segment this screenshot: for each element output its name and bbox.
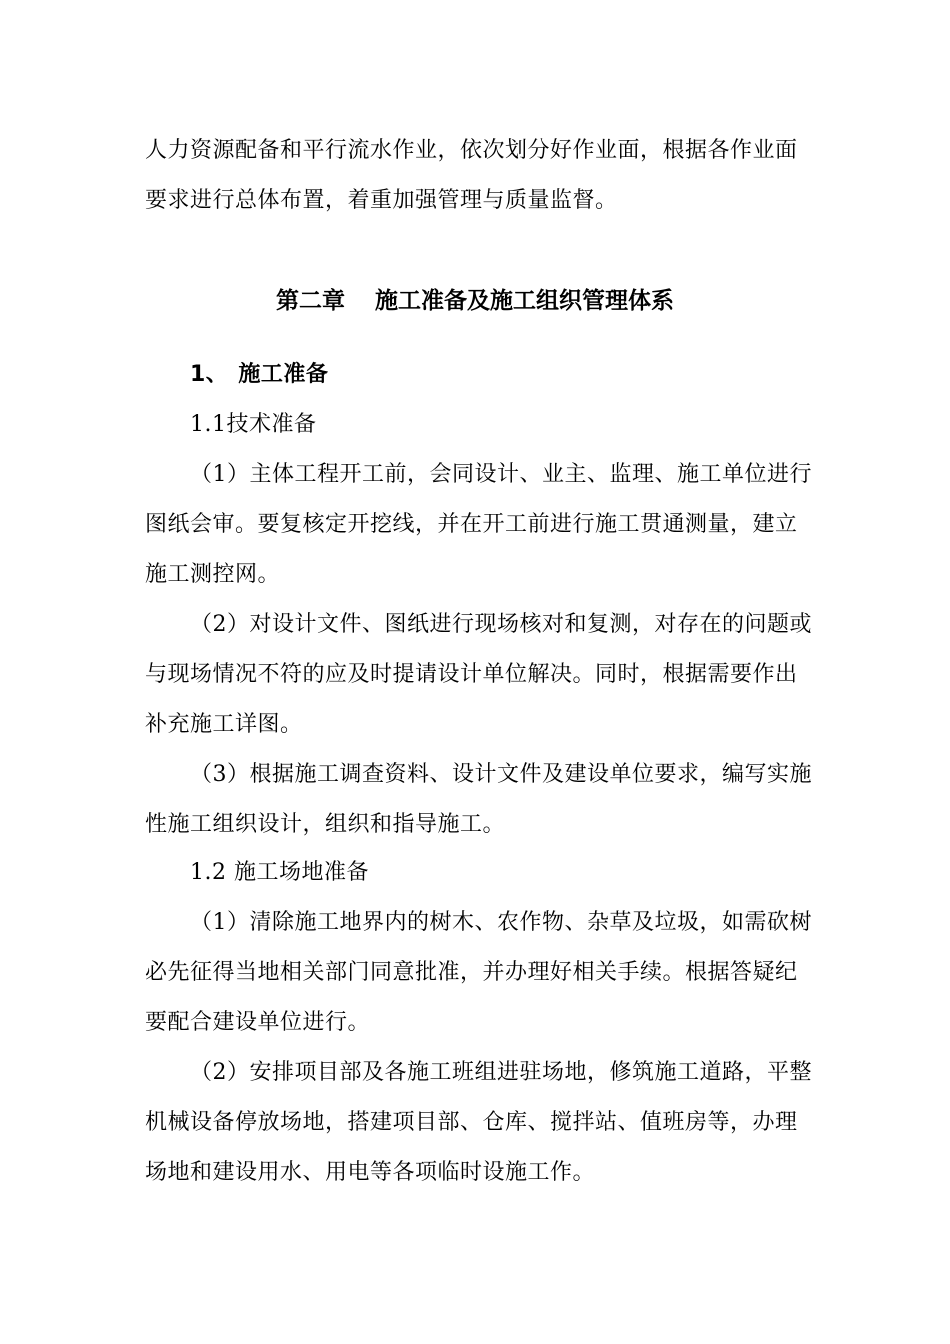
chapter-title-text: 施工准备及施工组织管理体系 xyxy=(375,288,674,314)
subsection-heading-1-2: 1.2 施工场地准备 xyxy=(190,860,369,885)
paragraph-line: 补充施工详图。 xyxy=(145,712,303,737)
section-title: 施工准备 xyxy=(238,362,329,387)
section-number: 1、 xyxy=(190,362,229,387)
section-heading xyxy=(190,360,328,390)
paragraph-line: （1）清除施工地界内的树木、农作物、杂草及垃圾，如需砍树 xyxy=(190,910,812,935)
chapter-number: 第二章 xyxy=(276,288,345,314)
paragraph-line: （1）主体工程开工前，会同设计、业主、监理、施工单位进行 xyxy=(190,462,812,487)
paragraph-line: 场地和建设用水、用电等各项临时设施工作。 xyxy=(145,1160,596,1185)
paragraph-line: 施工测控网。 xyxy=(145,562,281,587)
paragraph-line: 性施工组织设计，组织和指导施工。 xyxy=(145,812,506,837)
subsection-heading-1-1: 1.1技术准备 xyxy=(190,412,317,437)
paragraph-line: 图纸会审。要复核定开挖线，并在开工前进行施工贯通测量，建立 xyxy=(145,512,798,537)
paragraph-line: 机械设备停放场地，搭建项目部、仓库、搅拌站、值班房等，办理 xyxy=(145,1110,798,1135)
intro-line-2: 要求进行总体布置，着重加强管理与质量监督。 xyxy=(145,188,618,213)
paragraph-line: （3）根据施工调查资料、设计文件及建设单位要求，编写实施 xyxy=(190,762,812,787)
paragraph-line: 要配合建设单位进行。 xyxy=(145,1010,371,1035)
paragraph-line: （2）安排项目部及各施工班组进驻场地，修筑施工道路，平整 xyxy=(190,1060,812,1085)
paragraph-line: 与现场情况不符的应及时提请设计单位解决。同时，根据需要作出 xyxy=(145,662,798,687)
paragraph-line: （2）对设计文件、图纸进行现场核对和复测，对存在的问题或 xyxy=(190,612,812,637)
intro-line-1: 人力资源配备和平行流水作业，依次划分好作业面，根据各作业面 xyxy=(145,138,798,163)
chapter-title xyxy=(0,285,950,317)
paragraph-line: 必先征得当地相关部门同意批准，并办理好相关手续。根据答疑纪 xyxy=(145,960,798,985)
